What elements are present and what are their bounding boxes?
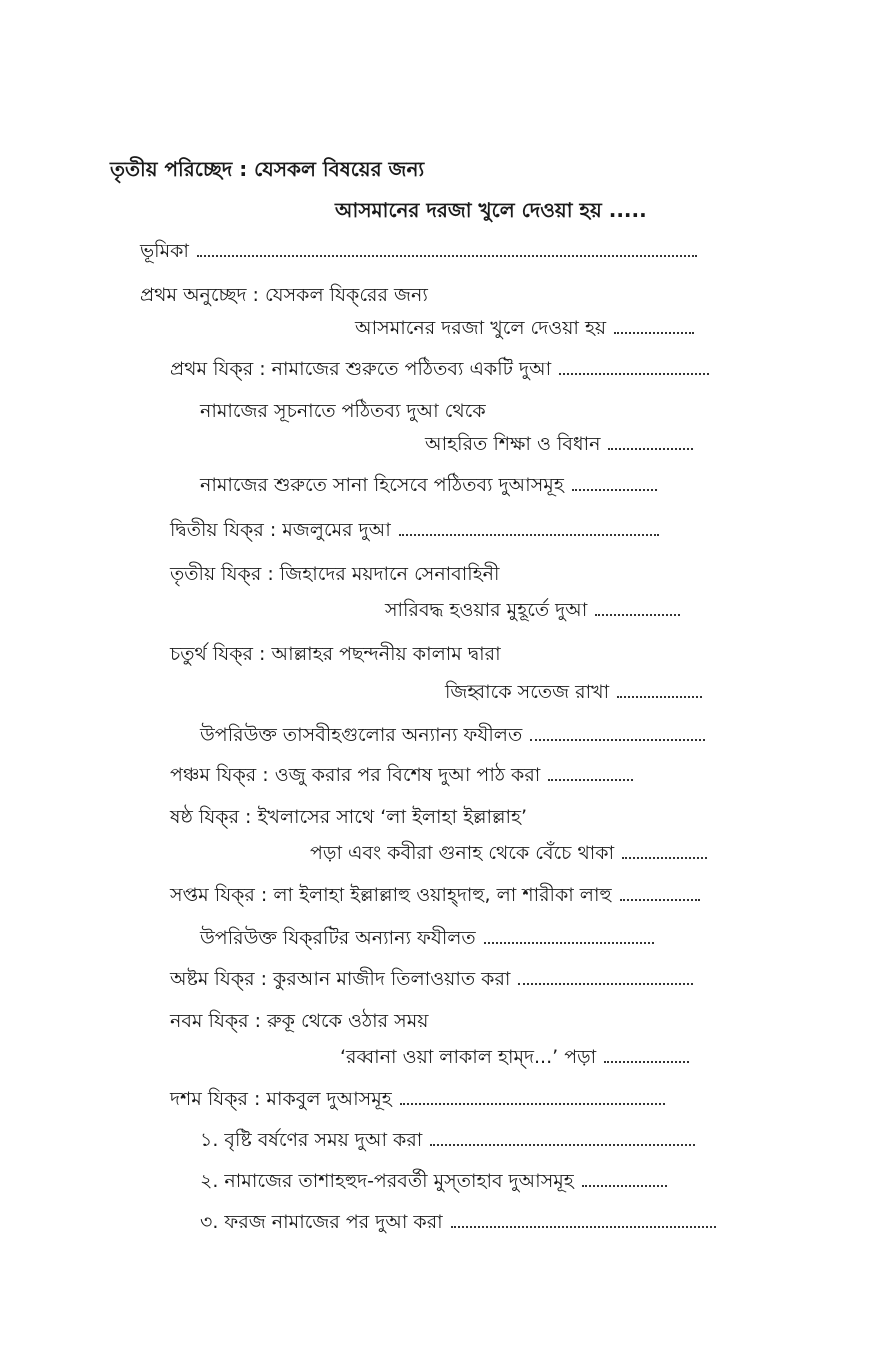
toc-entry-tasbih-virtues[interactable]: [200, 722, 705, 748]
toc-entry-fifth-zikr[interactable]: [170, 762, 633, 788]
toc-entry-fourth-zikr-line-2[interactable]: [445, 679, 702, 705]
dot-leader: [608, 446, 693, 450]
toc-entry-second-zikr[interactable]: [170, 517, 659, 543]
dot-leader: [572, 487, 657, 491]
dot-leader: [595, 612, 680, 616]
chapter-heading-line-2: আসমানের দরজা খুলে দেওয়া হয় .....: [335, 198, 647, 222]
chapter-heading-line-1: তৃতীয় পরিচ্ছেদ : যেসকল বিষয়ের জন্য: [110, 157, 425, 181]
toc-entry-label: আহরিত শিক্ষা ও বিধান: [425, 433, 601, 455]
toc-entry-label: উপরিউক্ত তাসবীহগুলোর অন্যান্য ফযীলত: [200, 724, 523, 746]
dot-leader: [451, 1224, 716, 1228]
toc-entry-tenth-zikr[interactable]: [170, 1086, 665, 1112]
toc-entry-tashahhud-duas[interactable]: [200, 1168, 667, 1194]
toc-entry-label: ‘রব্বানা ওয়া লাকাল হাম্‌দ...’ পড়া: [340, 1046, 597, 1068]
toc-entry-rain-dua[interactable]: [200, 1127, 695, 1153]
toc-entry-label: প্রথম যিক্‌র : নামাজের শুরুতে পঠিতব্য একটি দুআ: [170, 358, 552, 380]
dot-leader: [430, 1142, 695, 1146]
dot-leader: [559, 371, 709, 375]
toc-entry-label: ভূমিকা: [140, 240, 189, 262]
toc-entry-label: সারিবদ্ধ হওয়ার মুহূর্তে দুআ: [385, 599, 588, 621]
toc-entry-first-section-line-2[interactable]: [355, 315, 694, 341]
dot-leader: [484, 940, 654, 944]
toc-entry-zikr-virtues[interactable]: [200, 925, 654, 951]
dot-leader: [548, 777, 633, 781]
toc-entry-opening-dua-line-2[interactable]: [425, 431, 693, 457]
toc-entry-label: দশম যিক্‌র : মাকবুল দুআসমূহ: [170, 1088, 392, 1110]
dot-leader: [604, 1059, 689, 1063]
toc-entry-label: ২. নামাজের তাশাহহুদ-পরবর্তী মুস্‌তাহাব দুআসমূহ: [200, 1170, 574, 1192]
toc-entry-eighth-zikr[interactable]: [170, 966, 693, 992]
toc-entry-sixth-zikr-line-2[interactable]: [310, 840, 707, 866]
dot-leader: [518, 981, 693, 985]
toc-entry-label: অষ্টম যিক্‌র : কুরআন মাজীদ তিলাওয়াত করা: [170, 968, 511, 990]
toc-entry-label: পঞ্চম যিক্‌র : ওজু করার পর বিশেষ দুআ পাঠ করা: [170, 764, 541, 786]
toc-entry-introduction[interactable]: [140, 238, 697, 264]
toc-entry-label: দ্বিতীয় যিক্‌র : মজলুমের দুআ: [170, 519, 391, 541]
toc-entry-label: ৩. ফরজ নামাজের পর দুআ করা: [200, 1211, 443, 1233]
dot-leader: [622, 855, 707, 859]
toc-entry-label: নামাজের শুরুতে সানা হিসেবে পঠিতব্য দুআসমূহ: [200, 474, 564, 496]
toc-entry-ninth-zikr-line-2[interactable]: [340, 1044, 689, 1070]
toc-entry-first-zikr[interactable]: [170, 356, 709, 382]
dot-leader: [197, 253, 697, 257]
toc-entry-post-prayer-dua[interactable]: [200, 1209, 716, 1235]
toc-entry-label: সপ্তম যিক্‌র : লা ইলাহা ইল্লাল্লাহু ওয়াহ্‌দাহু, লা শারীকা লাহু: [170, 884, 612, 906]
toc-entry-sixth-zikr-line-1[interactable]: ষষ্ঠ যিক্‌র : ইখলাসের সাথে ‘লা ইলাহা ইল্লাল্লাহ’: [170, 806, 528, 828]
toc-entry-third-zikr-line-1[interactable]: তৃতীয় যিক্‌র : জিহাদের ময়দানে সেনাবাহিনী: [170, 563, 500, 585]
dot-leader: [614, 330, 694, 334]
toc-entry-label: জিহ্বাকে সতেজ রাখা: [445, 681, 610, 703]
toc-entry-label: উপরিউক্ত যিক্‌রটির অন্যান্য ফযীলত: [200, 927, 476, 949]
toc-entry-label: আসমানের দরজা খুলে দেওয়া হয়: [355, 317, 607, 339]
dot-leader: [400, 1101, 665, 1105]
toc-entry-ninth-zikr-line-1[interactable]: নবম যিক্‌র : রুকূ থেকে ওঠার সময়: [170, 1010, 429, 1032]
toc-entry-opening-dua-line-1[interactable]: নামাজের সূচনাতে পঠিতব্য দুআ থেকে: [200, 400, 486, 422]
toc-entry-label: ১. বৃষ্টি বর্ষণের সময় দুআ করা: [200, 1129, 423, 1151]
toc-entry-seventh-zikr[interactable]: [170, 882, 700, 908]
toc-entry-third-zikr-line-2[interactable]: [385, 597, 680, 623]
dot-leader: [399, 532, 659, 536]
toc-entry-label: পড়া এবং কবীরা গুনাহ থেকে বেঁচে থাকা: [310, 842, 615, 864]
toc-entry-sana-duas[interactable]: [200, 472, 657, 498]
dot-leader: [530, 737, 705, 741]
dot-leader: [582, 1183, 667, 1187]
toc-entry-first-section-line-1[interactable]: প্রথম অনুচ্ছেদ : যেসকল যিক্‌রের জন্য: [140, 284, 428, 306]
toc-entry-fourth-zikr-line-1[interactable]: চতুর্থ যিক্‌র : আল্লাহর পছন্দনীয় কালাম দ্বারা: [170, 643, 501, 665]
dot-leader: [617, 694, 702, 698]
dot-leader: [620, 897, 700, 901]
